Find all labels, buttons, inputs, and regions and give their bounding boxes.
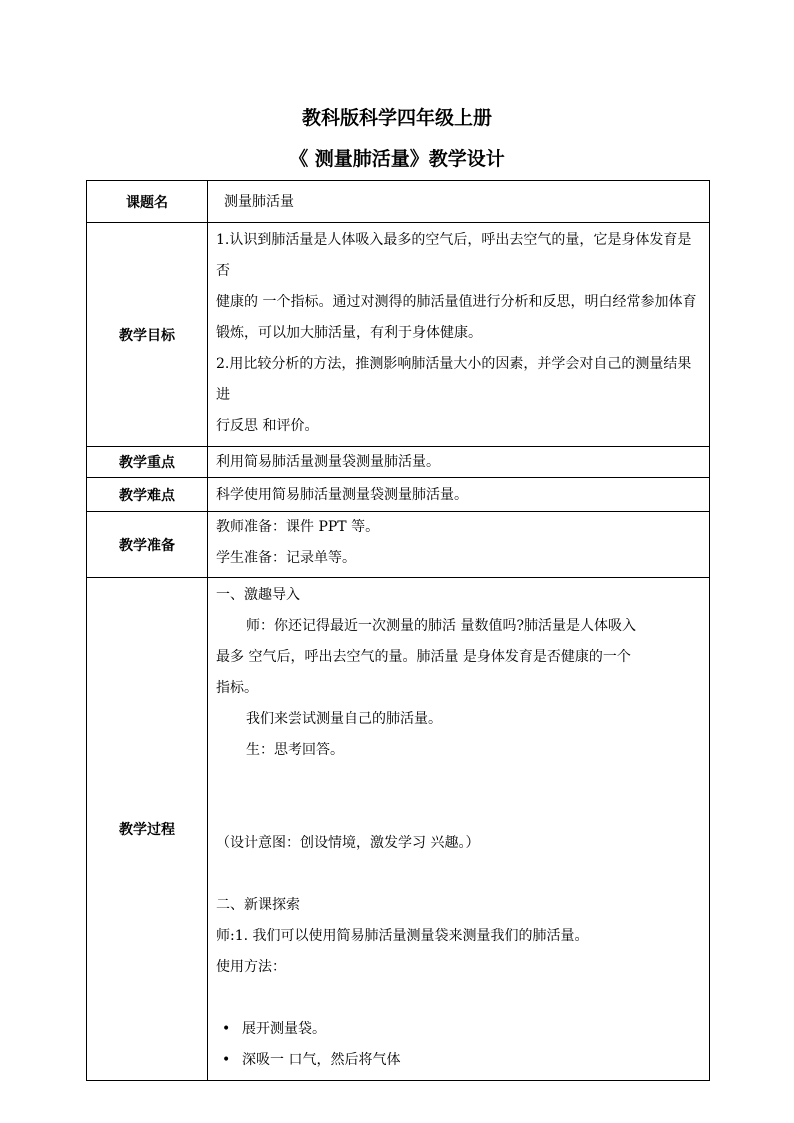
goals-label: 教学目标 [87, 223, 208, 447]
difficulty-value [208, 478, 710, 512]
row-process [87, 578, 710, 1081]
key-point-label: 教学重点 [87, 447, 208, 478]
student-preparation: 学生准备：记录单等。 [216, 550, 356, 566]
design-intent: （设计意图：创设情境，激发学习 兴趣。） [216, 835, 480, 851]
row-key-point [87, 447, 710, 478]
goal-line: 2.用比较分析的方法，推测影响肺活量大小的因素，并学会对自己的测量结果进 [216, 356, 692, 403]
key-point-text: 利用简易肺活量测量袋测量肺活量。 [216, 453, 440, 470]
preparation-content [208, 512, 710, 578]
teacher-question-line: 指标。 [216, 680, 258, 696]
topic-text: 测量肺活量 [224, 194, 294, 210]
teacher-method-line: 师:1. 我们可以使用简易肺活量测量袋来测量我们的肺活量。 [216, 928, 589, 944]
goal-line: 锻炼，可以加大肺活量，有利于身体健康。 [216, 325, 482, 341]
student-response: 生：思考回答。 [246, 742, 344, 758]
spacer [216, 859, 701, 890]
teacher-question-line: 最多 空气后，呼出去空气的量。肺活量 是身体发育是否健康的一个 [216, 649, 631, 665]
document-title: 教科版科学四年级上册 [301, 107, 492, 129]
preparation-label: 教学准备 [87, 512, 208, 578]
goal-line: 行反思 和评价。 [216, 418, 319, 434]
process-label: 教学过程 [87, 578, 208, 1081]
difficulty-label: 教学难点 [87, 478, 208, 512]
row-topic [87, 181, 710, 223]
difficulty-text: 科学使用简易肺活量测量袋测量肺活量。 [216, 486, 468, 503]
section2-heading: 二、新课探索 [216, 897, 300, 913]
process-content [208, 578, 710, 1081]
teacher-question-line: 师：你还记得最近一次测量的肺活 量数值吗?肺活量是人体吸入 [246, 618, 636, 634]
topic-label: 课题名 [87, 181, 208, 223]
list-item: • 展开测量袋。 [216, 1014, 701, 1045]
try-line: 我们来尝试测量自己的肺活量。 [246, 711, 442, 727]
goal-line: 1.认识到肺活量是人体吸入最多的空气后，呼出去空气的量，它是身体发育是否 [216, 232, 692, 279]
topic-value [208, 181, 710, 223]
document-subtitle: 《 测量肺活量》教学设计 [289, 148, 505, 170]
section1-heading: 一、激趣导入 [216, 587, 300, 603]
goals-content [208, 223, 710, 447]
usage-label: 使用方法： [216, 959, 286, 975]
spacer [216, 983, 701, 1014]
row-goals [87, 223, 710, 447]
key-point-value [208, 447, 710, 478]
spacer [216, 766, 701, 828]
teacher-preparation: 教师准备：课件 PPT 等。 [216, 519, 380, 535]
row-difficulty [87, 478, 710, 512]
row-preparation [87, 512, 710, 578]
list-item: • 深吸一 口气，然后将气体 [216, 1045, 701, 1076]
goal-line: 健康的 一个指标。通过对测得的肺活量值进行分析和反思，明白经常参加体育 [216, 294, 697, 310]
lesson-plan-table [86, 180, 710, 1081]
